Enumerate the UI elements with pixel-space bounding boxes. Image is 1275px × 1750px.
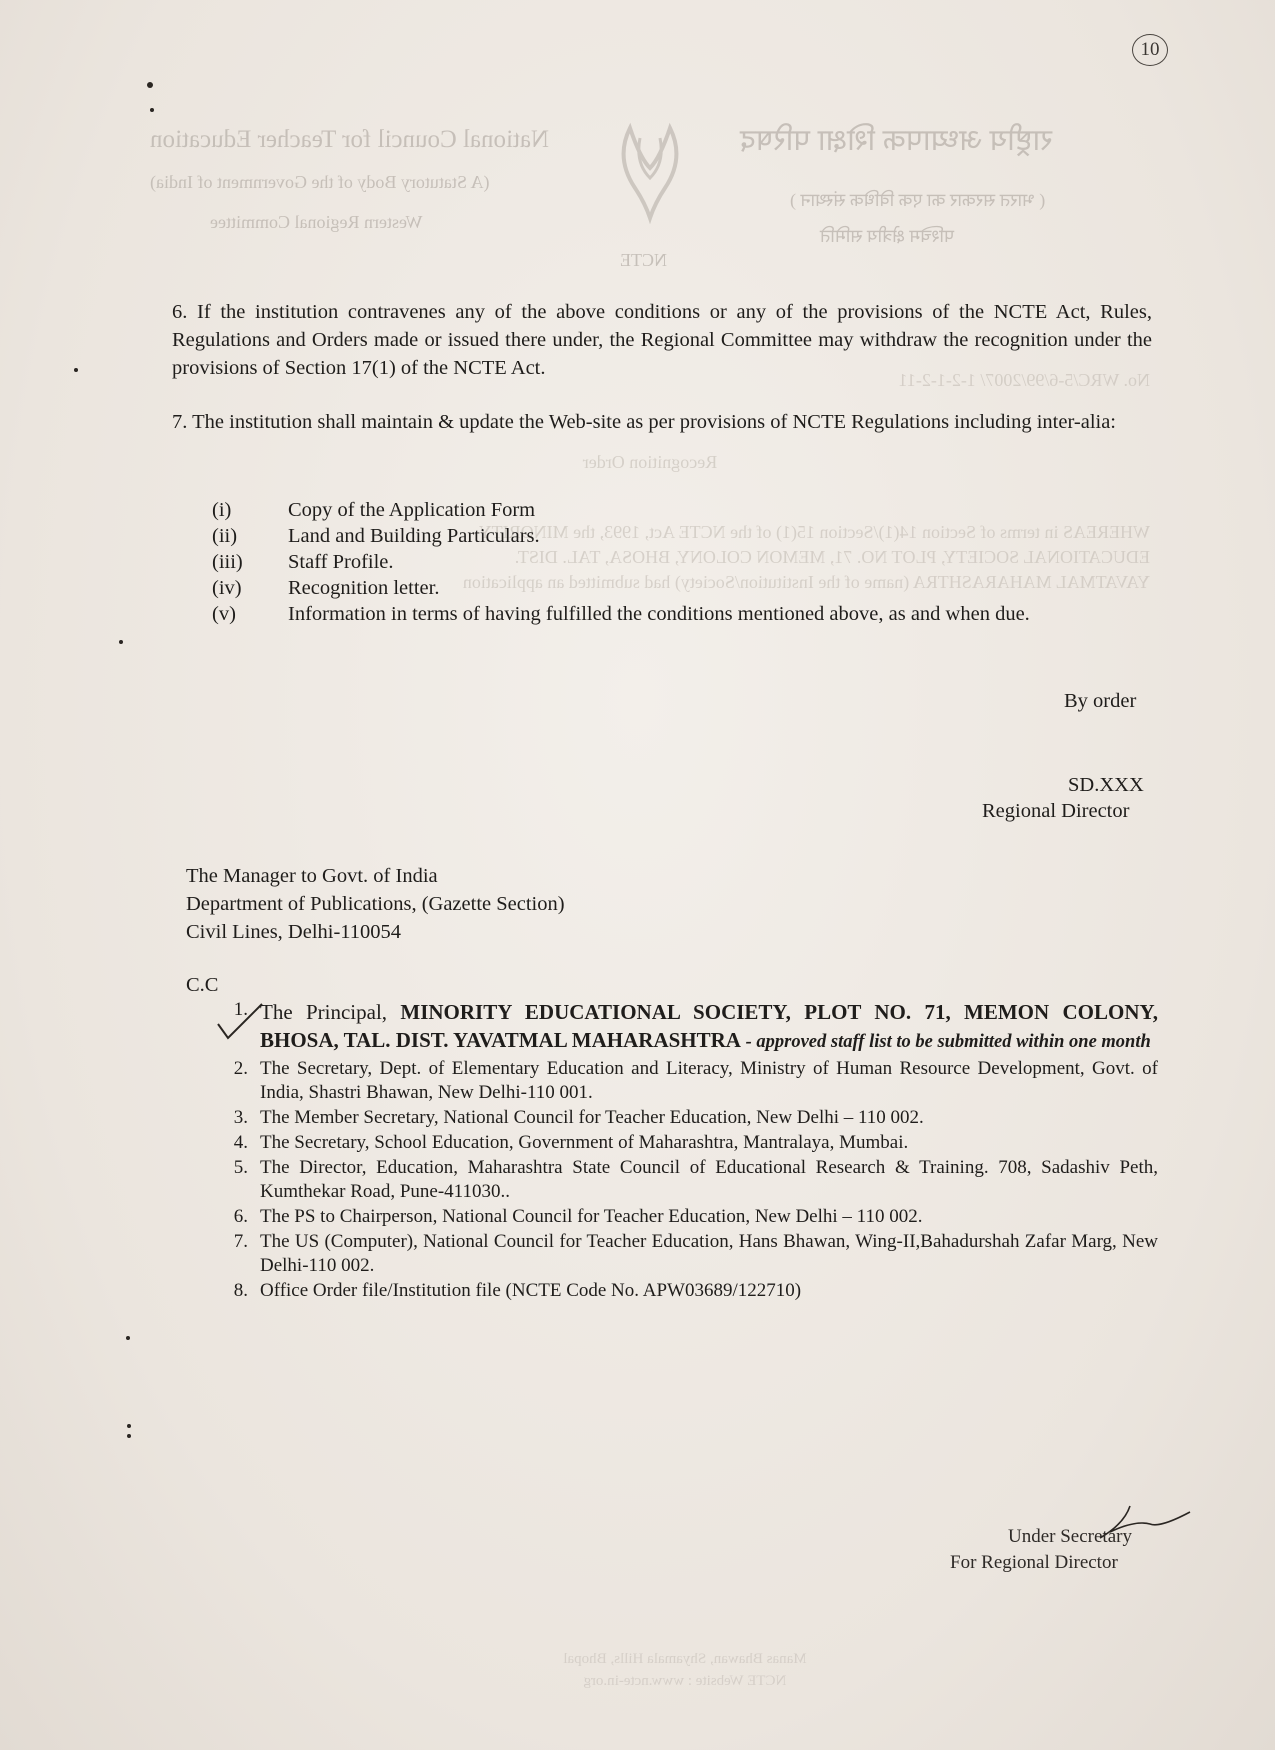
scan-speck — [127, 1434, 131, 1438]
under-secretary: Under Secretary — [1008, 1526, 1132, 1547]
list-item-number: (iv) — [212, 577, 242, 599]
list-item-number: (ii) — [212, 525, 238, 547]
cc-item-text: The PS to Chairperson, National Council for Teacher Education, New Delhi – 110 002. — [260, 1206, 923, 1227]
ghost-line: WHEREAS in terms of Section 14(1)/Section 15(1) of the NCTE Act, 1993, the MINORITY — [478, 522, 1150, 542]
cc-list — [218, 998, 1158, 1304]
cc-item — [218, 1057, 1158, 1105]
list-item-number: (i) — [212, 499, 232, 521]
page-number: 10 — [1132, 34, 1168, 66]
cc-item — [218, 1279, 1158, 1303]
by-order: By order — [1064, 690, 1137, 712]
addressee-line: Civil Lines, Delhi-110054 — [186, 921, 402, 943]
cc-item — [218, 1106, 1158, 1130]
list-item — [212, 497, 1162, 523]
footer-bleed — [260, 1648, 1110, 1692]
signed-marker: SD.XXX — [1068, 774, 1144, 796]
cc-item-number: 1. — [233, 999, 248, 1020]
scan-speck — [74, 368, 78, 372]
cc-item-text: The Secretary, Dept. of Elementary Education and Literacy, Ministry of Human Resource Development, Govt. of India, Shastri Bhawan, New Delhi-110 001. — [260, 1058, 1158, 1103]
scan-speck — [147, 82, 153, 88]
list-item-text: Information in terms of having fulfilled the conditions mentioned above, as and when due. — [288, 603, 1030, 625]
bleed-logo-text: NCTE — [620, 250, 667, 270]
cc-item-text: The US (Computer), National Council for Teacher Education, Hans Bhawan, Wing-II,Bahadurshah Zafar Marg, New Delhi-110 002. — [260, 1231, 1158, 1276]
footer-bleed-line: NCTE Website : www.ncte-in.org — [583, 1673, 787, 1689]
cc-item-text: The Member Secretary, National Council for Teacher Education, New Delhi – 110 002. — [260, 1107, 924, 1128]
list-item — [212, 601, 1162, 627]
bleed-hindi-title: राष्ट्रीय अध्यापक शिक्षा परिषद — [740, 124, 1053, 157]
cc-item-number: 4. — [233, 1132, 248, 1153]
cc-item-prefix: The Principal, — [260, 1000, 401, 1024]
ghost-line: YAVATMAL MAHARASHTRA (name of the Institution/Society) had submitted an application — [462, 572, 1150, 592]
list-item — [212, 549, 1162, 575]
list-item-number: (iii) — [212, 551, 243, 573]
scan-speck — [150, 108, 154, 112]
ghost-line: Recognition Order — [582, 452, 718, 472]
bleed-english-committee: Western Regional Committee — [210, 212, 423, 232]
cc-item — [218, 998, 1158, 1056]
cc-item-text: The Director, Education, Maharashtra State Council of Educational Research & Training. 708, Sadashiv Peth, Kumthekar Road, Pune-411030.. — [260, 1157, 1158, 1202]
ghost-line: EDUCATIONAL SOCIETY, PLOT NO. 71, MEMON COLONY, BHOSA, TAL. DIST. — [514, 547, 1150, 567]
institution-name: MINORITY EDUCATIONAL SOCIETY, PLOT NO. 71, MEMON COLONY, BHOSA, TAL. DIST. YAVATMAL MAHARASHTRA — [260, 1000, 1158, 1052]
bleed-english-subtitle: (A Statutory Body of the Government of India) — [150, 172, 490, 192]
cc-item-text — [260, 998, 1158, 1056]
ghost-line: No. WRC/5-6/99/2007/ 1-2-1-2-11 — [898, 370, 1150, 390]
cc-item-number: 6. — [233, 1206, 248, 1227]
cc-item-number: 3. — [233, 1107, 248, 1128]
ncte-logo-bleed — [610, 118, 690, 238]
cc-item — [218, 1230, 1158, 1278]
bleed-hindi-subtitle: ( भारत सरकार का एक विधिक संस्थान ) — [790, 190, 1046, 210]
addressee-block — [186, 862, 565, 946]
cc-item-number: 2. — [233, 1058, 248, 1079]
cc-item-number: 5. — [233, 1157, 248, 1178]
signatory-designation: Regional Director — [982, 800, 1130, 822]
addressee-line: The Manager to Govt. of India — [186, 865, 438, 887]
cc-item-number: 7. — [233, 1231, 248, 1252]
cc-item-text: Office Order file/Institution file (NCTE Code No. APW03689/122710) — [260, 1280, 802, 1301]
list-item-text: Recognition letter. — [288, 577, 440, 599]
list-item — [212, 575, 1162, 601]
scan-speck — [126, 1336, 130, 1340]
list-item — [212, 523, 1162, 549]
addressee-line: Department of Publications, (Gazette Section) — [186, 893, 565, 915]
condition-paragraph-7: 7. The institution shall maintain & update the Web-site as per provisions of NCTE Regulations including inter-alia: — [172, 411, 1117, 433]
for-regional-director: For Regional Director — [950, 1552, 1118, 1573]
list-item-text: Staff Profile. — [288, 551, 394, 573]
scan-speck — [127, 1424, 131, 1428]
website-requirements-list — [212, 497, 1162, 627]
footer-bleed-line: Manas Bhawan, Shyamala Hills, Bhopal — [563, 1651, 807, 1667]
cc-item-text: The Secretary, School Education, Government of Maharashtra, Mantralaya, Mumbai. — [260, 1132, 909, 1153]
bleed-hindi-committee: पश्चिम क्षेत्रीय समिति — [820, 226, 955, 246]
list-item-text: Copy of the Application Form — [288, 499, 536, 521]
condition-paragraph-6: 6. If the institution contravenes any of the above conditions or any of the provisions of the NCTE Act, Rules, Regulations and Orders made or issued there under, the Regional Committee may withdraw the recognition under the provisions of Section 17(1) of the NCTE Act. — [172, 301, 1152, 379]
cc-item — [218, 1131, 1158, 1155]
cc-label: C.C — [186, 974, 219, 996]
list-item-number: (v) — [212, 603, 236, 625]
bleed-english-title: National Council for Teacher Education — [150, 126, 550, 153]
list-item-text: Land and Building Particulars. — [288, 525, 540, 547]
staff-list-note: - approved staff list to be submitted within one month — [740, 1032, 1151, 1052]
cc-item-number: 8. — [233, 1280, 248, 1301]
cc-item — [218, 1205, 1158, 1229]
cc-item — [218, 1156, 1158, 1204]
scan-speck — [119, 640, 123, 644]
